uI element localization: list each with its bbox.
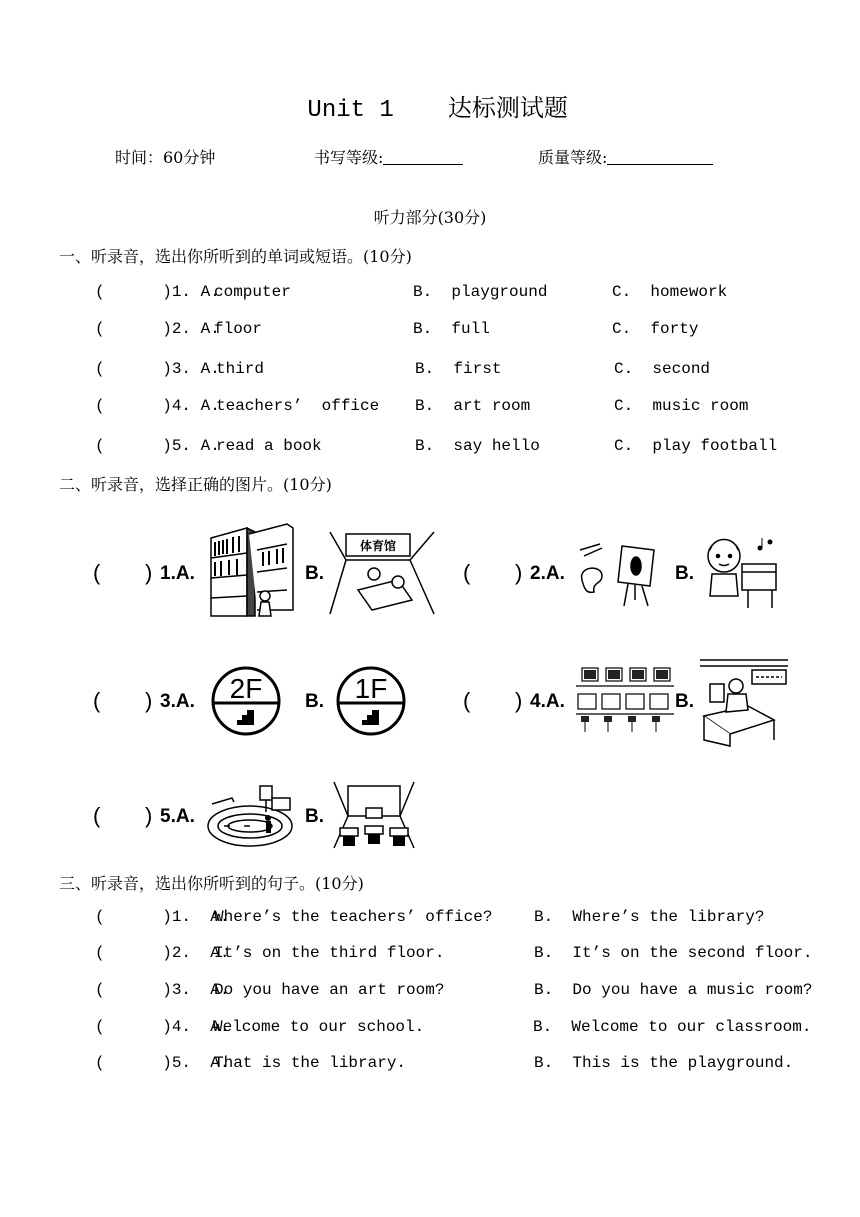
s2-q3-open-paren: ( [93, 688, 101, 713]
s2-q5-label: 5.A. [160, 806, 195, 827]
s1-q5-option-a[interactable]: read a book [216, 437, 322, 455]
s2-q5-b-label: B. [305, 806, 324, 827]
listening-part-heading: 听力部分(30分) [373, 208, 487, 227]
s1-q1-option-b[interactable]: B. playground [413, 283, 548, 301]
s3-q5-number: ( )5. A. [95, 1054, 230, 1072]
writing-grade-blank[interactable] [383, 148, 463, 165]
s1-q2-option-a[interactable]: floor [214, 320, 263, 338]
s2-q2-close-paren: ) [515, 560, 523, 585]
s2-q4-b-label: B. [675, 691, 694, 712]
time-label: 时间：60分钟 [115, 148, 216, 167]
s3-q5-option-a[interactable]: That is the library. [214, 1054, 407, 1072]
s1-q3-option-c[interactable]: C. second [614, 360, 711, 378]
s3-q4-number: ( )4. A. [95, 1018, 230, 1036]
s1-q4-option-b[interactable]: B. art room [415, 397, 531, 415]
gym-picture[interactable] [328, 530, 436, 618]
s3-q3-option-a[interactable]: Do you have an art room? [214, 981, 445, 999]
computer-room-picture[interactable] [576, 664, 674, 734]
writing-grade [314, 145, 463, 168]
page-title [0, 60, 860, 124]
s1-q4-option-c[interactable]: C. music room [614, 397, 749, 415]
title-unit: Unit 1 [307, 97, 394, 124]
s3-q1-option-b[interactable]: B. Where’s the library? [534, 908, 765, 926]
gym-sign-text: 体育馆 [359, 539, 397, 553]
s3-q4-option-b[interactable]: B. Welcome to our classroom. [533, 1018, 812, 1036]
s2-q3-b-label: B. [305, 691, 324, 712]
s1-q2-number: ( )2. A. [95, 320, 220, 338]
title-test: 达标测试题 [447, 94, 568, 122]
teachers-office-picture[interactable] [698, 656, 790, 748]
s1-q5-option-c[interactable]: C. play football [614, 437, 778, 455]
s2-q2-label: 2.A. [530, 563, 565, 584]
quality-grade-label: 质量等级: [538, 148, 608, 167]
s2-q4-open-paren: ( [463, 688, 471, 713]
s3-q3-number: ( )3. A. [95, 981, 230, 999]
s1-q3-option-b[interactable]: B. first [415, 360, 502, 378]
s1-q3-number: ( )3. A. [95, 360, 220, 378]
s3-q1-number: ( )1. A. [95, 908, 230, 926]
library-picture[interactable] [207, 520, 297, 624]
second-floor-sign[interactable] [210, 665, 282, 737]
s3-q2-number: ( )2. A. [95, 944, 230, 962]
s1-q1-option-a[interactable]: computer [214, 283, 291, 301]
s3-q4-option-a[interactable]: Welcome to our school. [213, 1018, 425, 1036]
s1-q5-option-b[interactable]: B. say hello [415, 437, 540, 455]
music-piano-picture[interactable] [700, 532, 780, 612]
s2-q1-close-paren: ) [145, 560, 153, 585]
s3-q3-option-b[interactable]: B. Do you have a music room? [534, 981, 813, 999]
s1-q1-option-c[interactable]: C. homework [612, 283, 728, 301]
s2-q3-label: 3.A. [160, 691, 195, 712]
s3-q2-option-b[interactable]: B. It’s on the second floor. [534, 944, 813, 962]
s2-q4-close-paren: ) [515, 688, 523, 713]
s2-q5-close-paren: ) [145, 803, 153, 828]
s3-q1-option-a[interactable]: Where’s the teachers’ office? [214, 908, 493, 926]
s3-q5-option-b[interactable]: B. This is the playground. [534, 1054, 794, 1072]
first-floor-sign[interactable] [335, 665, 407, 737]
art-easel-picture[interactable] [578, 540, 662, 608]
classroom-picture[interactable] [332, 780, 416, 850]
playground-picture[interactable] [206, 782, 294, 850]
s3-q2-option-a[interactable]: It’s on the third floor. [214, 944, 445, 962]
s2-q3-close-paren: ) [145, 688, 153, 713]
quality-grade [538, 145, 713, 168]
s2-q4-label: 4.A. [530, 691, 565, 712]
writing-grade-label: 书写等级: [314, 148, 384, 167]
s1-q4-number: ( )4. A. [95, 397, 220, 415]
first-floor-text: 1F [354, 673, 388, 704]
s2-q2-open-paren: ( [463, 560, 471, 585]
s1-q4-option-a[interactable]: teachers’ office [216, 397, 380, 415]
s1-q2-option-c[interactable]: C. forty [612, 320, 699, 338]
s2-q5-open-paren: ( [93, 803, 101, 828]
quality-grade-blank[interactable] [607, 148, 713, 165]
s2-q1-open-paren: ( [93, 560, 101, 585]
s1-q3-option-a[interactable]: third [216, 360, 265, 378]
s2-q2-b-label: B. [675, 563, 694, 584]
s1-q5-number: ( )5. A. [95, 437, 220, 455]
section3-heading: 三、听录音，选出你所听到的句子。(10分) [59, 874, 364, 893]
section2-heading: 二、听录音，选择正确的图片。(10分) [59, 475, 332, 494]
section1-heading: 一、听录音，选出你所听到的单词或短语。(10分) [59, 247, 412, 266]
s1-q2-option-b[interactable]: B. full [413, 320, 490, 338]
s2-q1-label: 1.A. [160, 563, 195, 584]
s2-q1-b-label: B. [305, 563, 324, 584]
s1-q1-number: ( )1. A. [95, 283, 220, 301]
second-floor-text: 2F [229, 673, 263, 704]
